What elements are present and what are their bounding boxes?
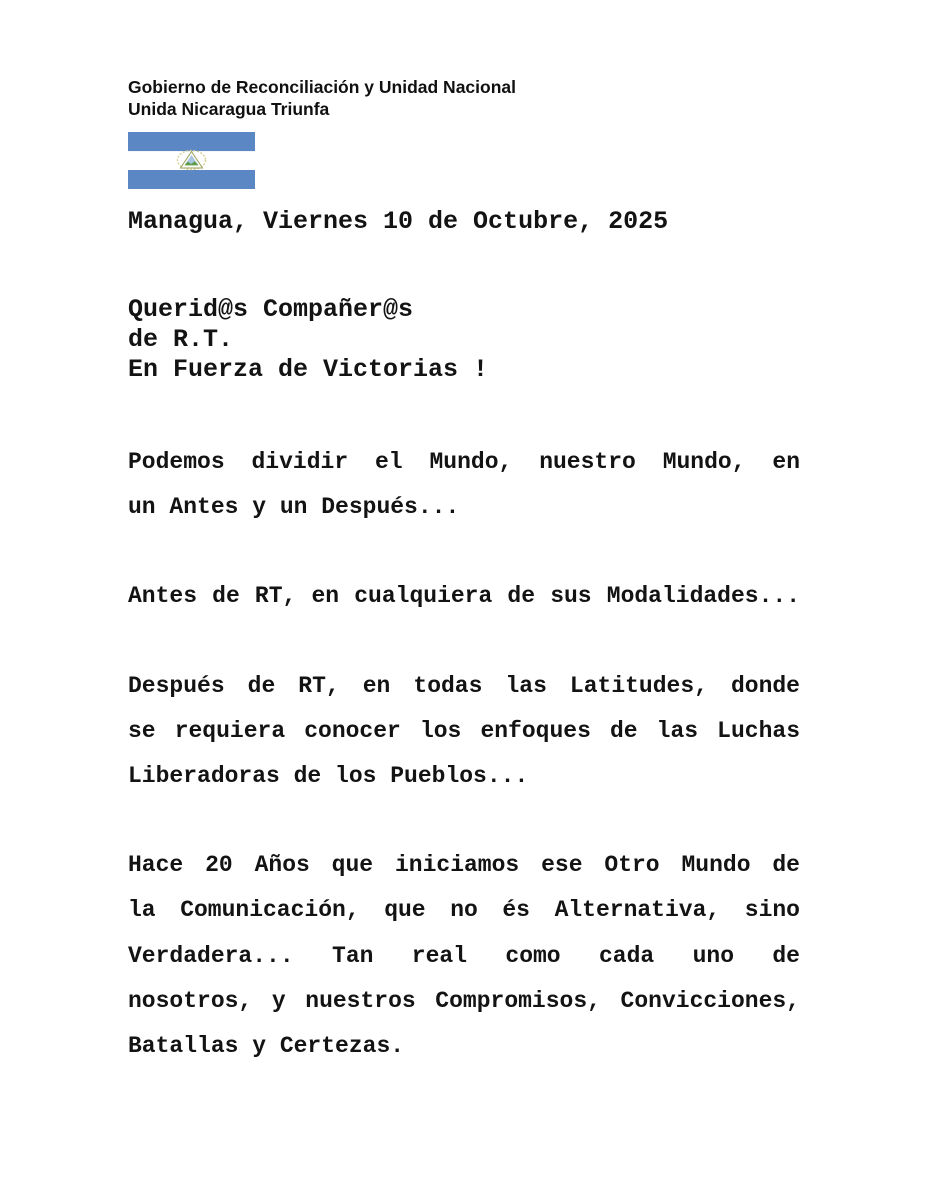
paragraph-4-line-2: la Comunicación, que no és Alternativa, sino — [128, 897, 800, 924]
date-line: Managua, Viernes 10 de Octubre, 2025 — [128, 207, 669, 236]
salutation — [128, 295, 800, 385]
letterhead-line2: Unida Nicaragua Triunfa — [128, 99, 330, 119]
paragraph-4-line-3: Verdadera... Tan real como cada uno de — [128, 942, 800, 969]
paragraph-1-line-2: un Antes y un Después... — [128, 494, 460, 521]
paragraph-3-line-1: Después de RT, en todas las Latitudes, donde — [128, 672, 800, 699]
paragraph-4 — [128, 843, 800, 1069]
flag-stripe-top — [128, 132, 255, 151]
paragraph-4-line-4: nosotros, y nuestros Compromisos, Convicciones, — [128, 987, 800, 1014]
flag-stripe-bottom — [128, 170, 255, 189]
paragraph-2-line-1: Antes de RT, en cualquiera de sus Modalidades... — [128, 583, 800, 610]
paragraph-4-line-5: Batallas y Certezas. — [128, 1033, 405, 1060]
letterhead-line1: Gobierno de Reconciliación y Unidad Nacional — [128, 77, 516, 97]
paragraph-3-line-3: Liberadoras de los Pueblos... — [128, 763, 529, 790]
salutation-line-2: de R.T. — [128, 325, 234, 354]
paragraph-3-line-2: se requiera conocer los enfoques de las Luchas — [128, 717, 800, 744]
paragraph-3 — [128, 664, 800, 800]
salutation-line-3: En Fuerza de Victorias ! — [128, 355, 489, 384]
salutation-line-1: Querid@s Compañer@s — [128, 295, 414, 324]
letterhead — [128, 76, 800, 120]
nicaragua-flag — [128, 132, 255, 189]
paragraph-2 — [128, 574, 800, 619]
paragraph-1 — [128, 440, 800, 530]
paragraph-1-line-1: Podemos dividir el Mundo, nuestro Mundo, en — [128, 449, 800, 475]
paragraph-4-line-1: Hace 20 Años que iniciamos ese Otro Mundo de — [128, 852, 800, 879]
